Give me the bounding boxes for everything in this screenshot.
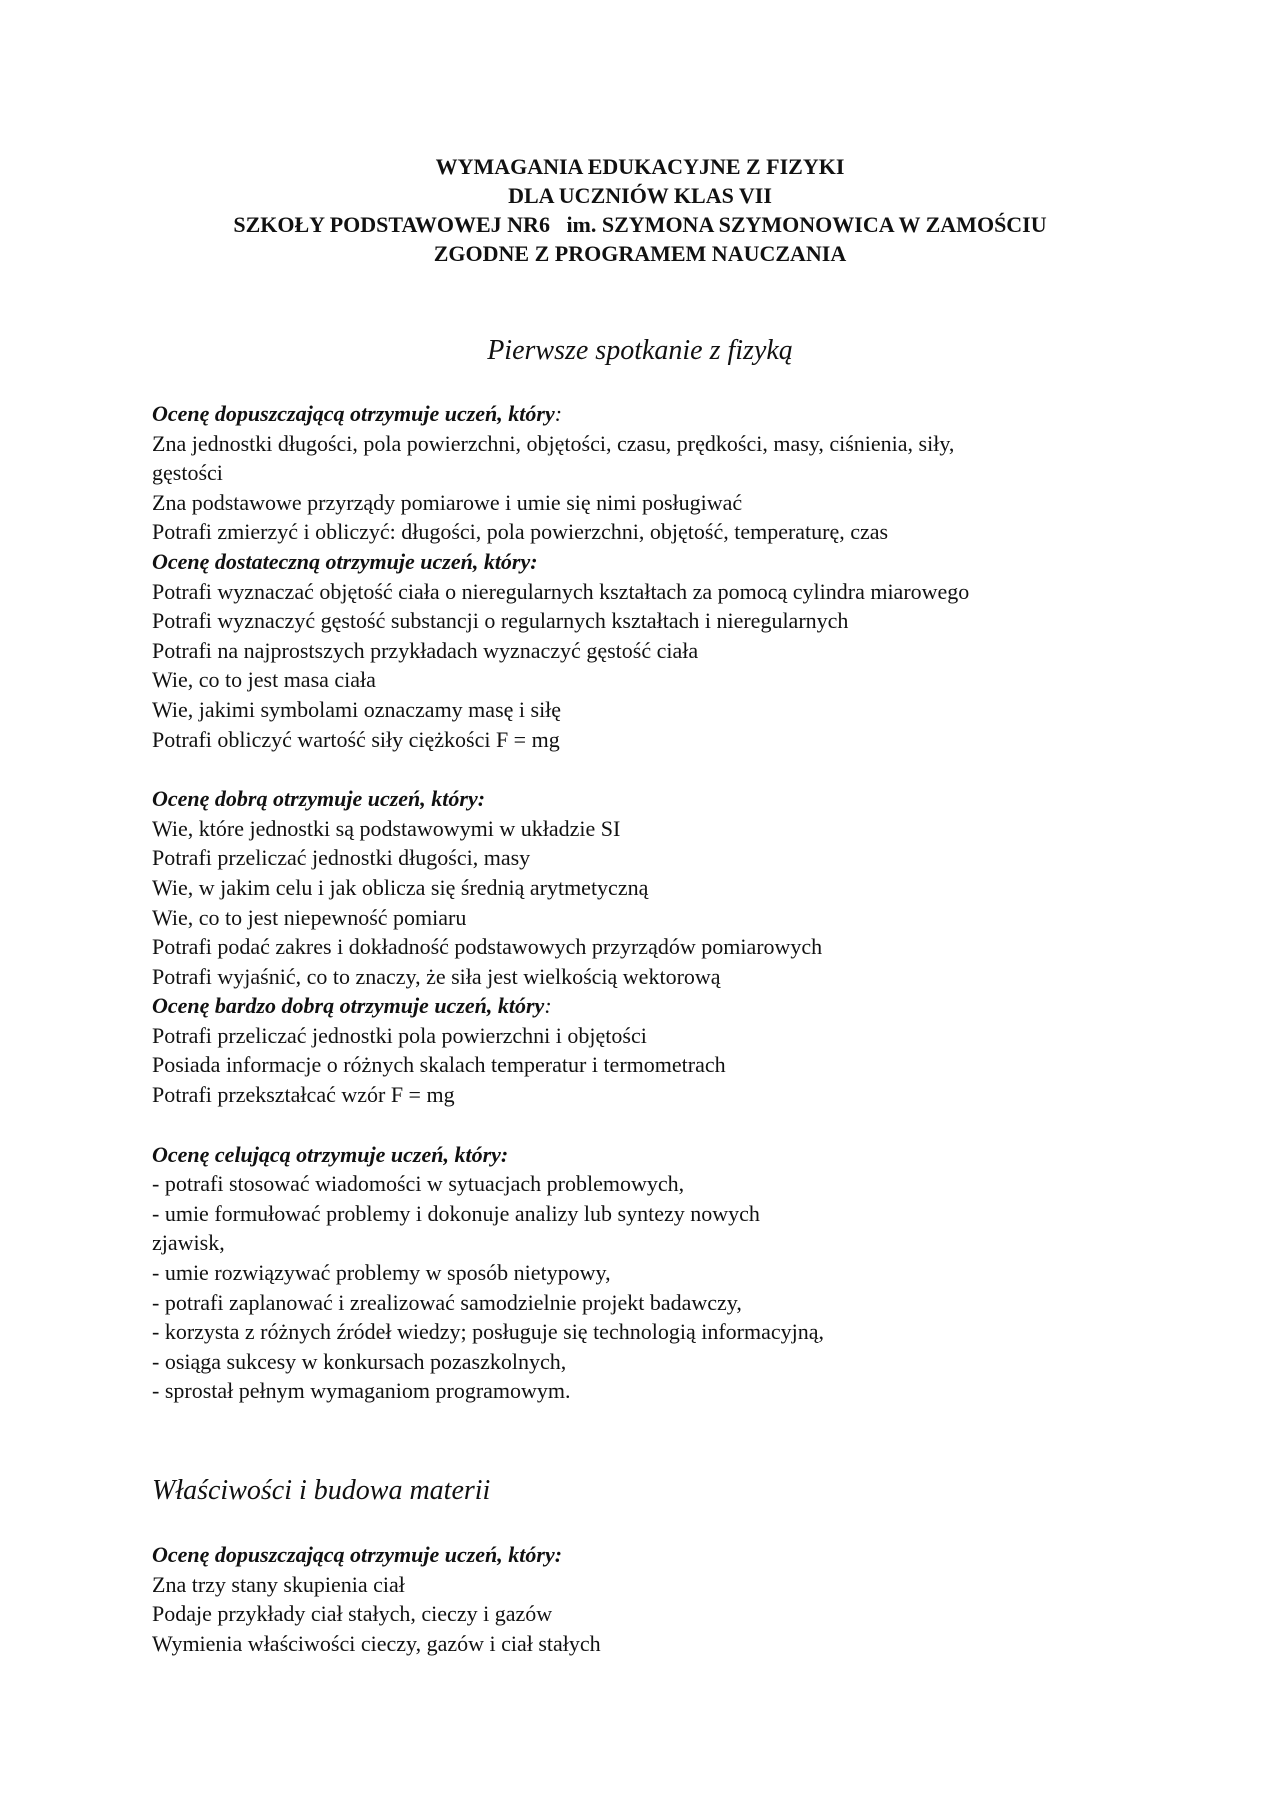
header-line-2: DLA UCZNIÓW KLAS VII: [508, 183, 772, 208]
requirement-line: - potrafi zaplanować i zrealizować samodzielnie projekt badawczy,: [152, 1289, 742, 1315]
requirement-line: Potrafi przeliczać jednostki pola powierzchni i objętości: [152, 1022, 647, 1048]
section-1-content: [152, 399, 1152, 1406]
requirement-line: - umie formułować problemy i dokonuje analizy lub syntezy nowych: [152, 1200, 760, 1226]
section-2-content: [152, 1540, 1152, 1658]
requirement-line: - potrafi stosować wiadomości w sytuacjach problemowych,: [152, 1171, 685, 1197]
requirement-line: Potrafi na najprostszych przykładach wyznaczyć gęstość ciała: [152, 637, 699, 663]
grade-heading-celujaca: Ocenę celującą otrzymuje uczeń, który:: [152, 1141, 509, 1167]
header-line-1: WYMAGANIA EDUKACYJNE Z FIZYKI: [435, 154, 845, 179]
requirement-line: gęstości: [152, 460, 223, 486]
requirement-line: Wymienia właściwości cieczy, gazów i ciał stałych: [152, 1630, 601, 1656]
requirement-line: - umie rozwiązywać problemy w sposób nietypowy,: [152, 1260, 611, 1286]
requirement-line: Wie, co to jest niepewność pomiaru: [152, 904, 467, 930]
grade-heading-dopuszczajaca: Ocenę dopuszczającą otrzymuje uczeń, który:: [152, 1542, 563, 1567]
requirement-line: Potrafi podać zakres i dokładność podstawowych przyrządów pomiarowych: [152, 934, 823, 960]
grade-heading-dopuszczajaca: Ocenę dopuszczającą otrzymuje uczeń, który:: [152, 401, 563, 426]
section-title-wlasciwosci: Właściwości i budowa materii: [152, 1475, 491, 1506]
header-line-3: SZKOŁY PODSTAWOWEJ NR6 im. SZYMONA SZYMONOWICA W ZAMOŚCIU: [233, 212, 1047, 237]
requirement-line: Wie, co to jest masa ciała: [152, 667, 376, 693]
spacer: [152, 1110, 1152, 1140]
requirement-line: zjawisk,: [152, 1230, 225, 1256]
requirement-line: Potrafi obliczyć wartość siły ciężkości F = mg: [152, 726, 560, 752]
requirement-line: Zna trzy stany skupienia ciał: [152, 1571, 405, 1597]
requirement-line: - korzysta z różnych źródeł wiedzy; posługuje się technologią informacyjną,: [152, 1319, 824, 1345]
document-header: [0, 152, 1280, 268]
requirement-line: Posiada informacje o różnych skalach temperatur i termometrach: [152, 1052, 726, 1078]
requirement-line: Potrafi zmierzyć i obliczyć: długości, pola powierzchni, objętość, temperaturę, czas: [152, 519, 889, 545]
header-line-4: ZGODNE Z PROGRAMEM NAUCZANIA: [433, 241, 847, 266]
grade-heading-dostateczna: Ocenę dostateczną otrzymuje uczeń, który:: [152, 548, 538, 574]
requirement-line: Zna podstawowe przyrządy pomiarowe i umie się nimi posługiwać: [152, 489, 743, 515]
requirement-line: Potrafi przekształcać wzór F = mg: [152, 1082, 455, 1108]
requirement-line: Podaje przykłady ciał stałych, cieczy i gazów: [152, 1601, 553, 1627]
requirement-line: Potrafi wyjaśnić, co to znaczy, że siła jest wielkością wektorową: [152, 963, 721, 989]
requirement-line: Potrafi przeliczać jednostki długości, masy: [152, 845, 531, 871]
grade-heading-bardzo-dobra: Ocenę bardzo dobrą otrzymuje uczeń, który:: [152, 993, 552, 1019]
requirement-line: Zna jednostki długości, pola powierzchni, objętości, czasu, prędkości, masy, ciśnienia, siły,: [152, 430, 955, 456]
requirement-line: - osiąga sukcesy w konkursach pozaszkolnych,: [152, 1348, 567, 1374]
requirement-line: Potrafi wyznaczyć gęstość substancji o regularnych kształtach i nieregularnych: [152, 608, 849, 634]
spacer: [152, 754, 1152, 784]
requirement-line: - sprostał pełnym wymaganiom programowym.: [152, 1378, 571, 1404]
requirement-line: Wie, jakimi symbolami oznaczamy masę i siłę: [152, 696, 562, 722]
requirement-line: Wie, które jednostki są podstawowymi w układzie SI: [152, 815, 621, 841]
grade-heading-dobra: Ocenę dobrą otrzymuje uczeń, który:: [152, 786, 486, 812]
section-title-pierwsze-spotkanie: Pierwsze spotkanie z fizyką: [487, 335, 793, 366]
requirement-line: Wie, w jakim celu i jak oblicza się średnią arytmetyczną: [152, 874, 649, 900]
requirement-line: Potrafi wyznaczać objętość ciała o nieregularnych kształtach za pomocą cylindra miarowego: [152, 578, 970, 604]
